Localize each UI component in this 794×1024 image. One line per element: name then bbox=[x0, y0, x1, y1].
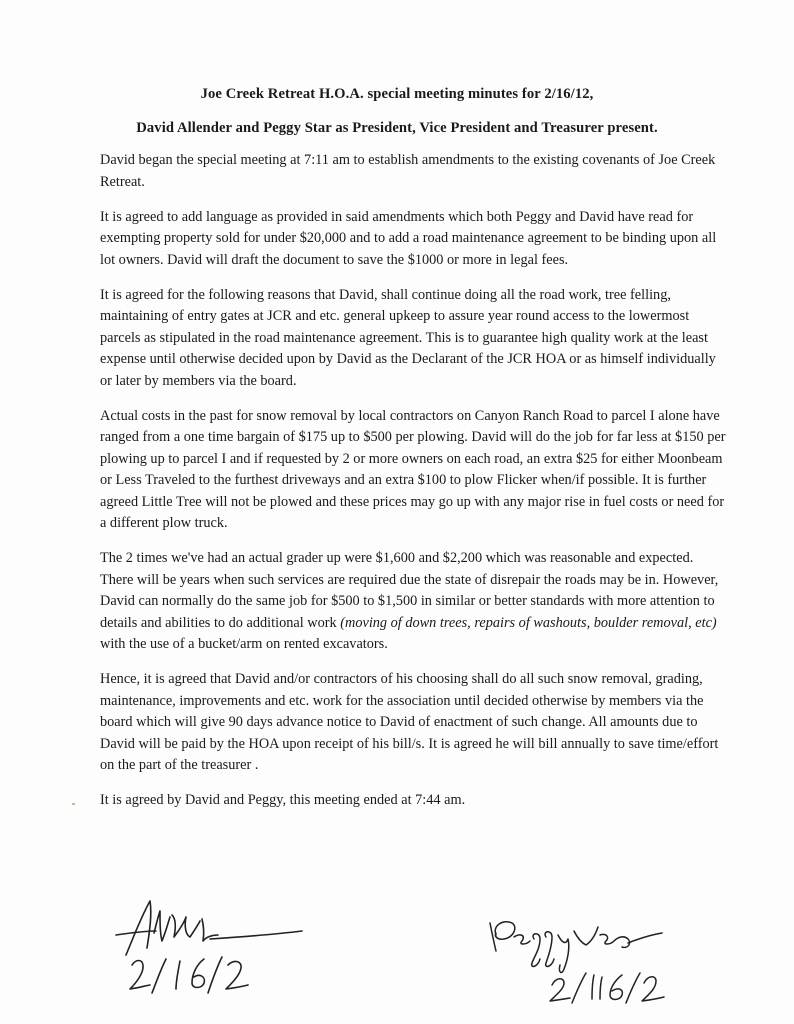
grader-text: The 2 times we've had an actual grader up were $1,600 and $2,200 which was reasonable and expected. There will be years when such services are required due the state of disrepair the roads may be in. However, David can normally do the same job for $500 to $1,500 in similar or better standards with more attention to details and abilities to do additional work bbox=[100, 550, 719, 631]
paragraph-opening: David began the special meeting at 7:11 am to establish amendments to the existing covenants of Joe Creek Retreat. bbox=[100, 152, 716, 190]
peggy-signature bbox=[482, 913, 692, 1003]
david-signature bbox=[110, 893, 320, 998]
minutes-body bbox=[100, 150, 728, 825]
paper-speck bbox=[72, 803, 75, 805]
paragraph-agreement: Hence, it is agreed that David and/or contractors of his choosing shall do all such snow removal, grading, maintenance, improvements and etc. work for the association until decided otherwise by members via the board which will give 90 days advance notice to David of enactment of such change. All amounts due to David will be paid by the HOA upon receipt of his bill/s. It is agreed he will bill annually to save time/effort on the part of the treasurer . bbox=[100, 671, 719, 773]
paragraph-grader bbox=[100, 548, 728, 656]
attendees-heading: David Allender and Peggy Star as President, Vice President and Treasurer present. bbox=[136, 120, 658, 136]
peggy-signature-drawing bbox=[482, 913, 692, 1003]
grader-examples: (moving of down trees, repairs of washouts, boulder removal, etc) bbox=[340, 614, 717, 631]
paragraph-amendments: It is agreed to add language as provided in said amendments which both Peggy and David have read for exempting property sold for under $20,000 and to add a road maintenance agreement to be binding upon all lot owners. David will draft the document to save the $1000 or more in legal fees. bbox=[100, 208, 717, 268]
david-signature-drawing bbox=[110, 893, 320, 998]
paragraph-road-work: It is agreed for the following reasons that David, shall continue doing all the road work, tree felling, maintaining of entry gates at JCR and etc. general upkeep to assure year round access to the lowermost parcels as stipulated in the road maintenance agreement. This is to guarantee high quality work at the least expense until otherwise decided upon by David as the Declarant of the JCR HOA or as himself individually or later by members via the board. bbox=[100, 286, 716, 389]
minutes-title: Joe Creek Retreat H.O.A. special meeting minutes for 2/16/12, bbox=[200, 86, 594, 102]
grader-text-end: with the use of a bucket/arm on rented excavators. bbox=[100, 636, 388, 652]
paragraph-closing: It is agreed by David and Peggy, this meeting ended at 7:44 am. bbox=[100, 792, 466, 808]
paragraph-snow-removal: Actual costs in the past for snow removal by local contractors on Canyon Ranch Road to parcel I alone have ranged from a one time bargain of $175 up to $500 per plowing. David will do the job for far less at $150 per plowing up to parcel I and if requested by 2 or more owners on each road, an extra $25 for either Moonbeam or Less Traveled to the furthest driveways and an extra $100 to plow Flicker when/if possible. It is further agreed Little Tree will not be plowed and these prices may go up with any major rise in fuel costs or need for a different plow truck. bbox=[100, 407, 726, 531]
